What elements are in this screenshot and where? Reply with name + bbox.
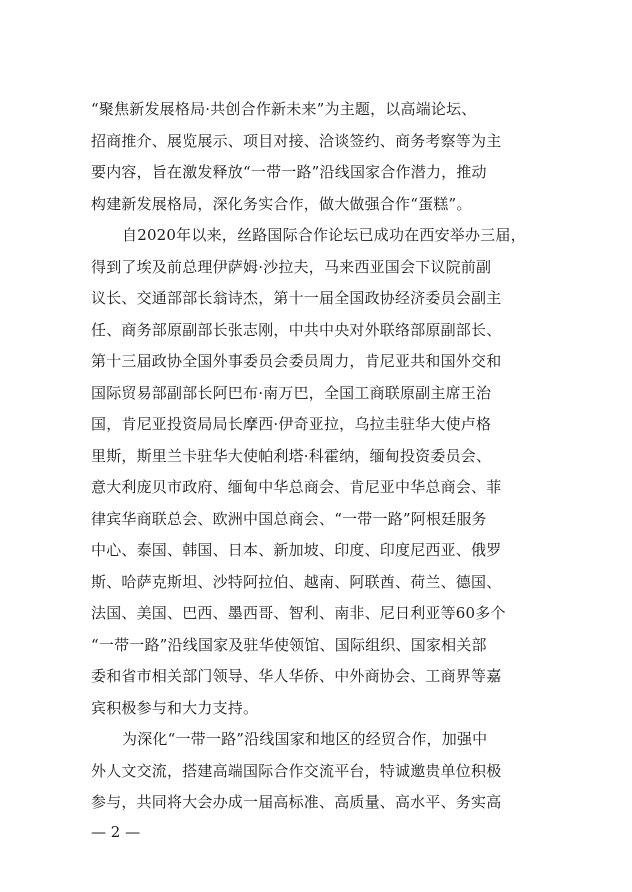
text-line: “一带一路”沿线国家及驻华使领馆、国际组织、国家相关部 — [91, 635, 487, 654]
text-line: 委和省市相关部门领导、华人华侨、中外商协会、工商界等嘉 — [91, 667, 502, 685]
paragraph-start-line: 自2020年以来，丝路国际合作论坛已成功在西安举办三届， — [122, 226, 526, 244]
text-line: 意大利庞贝市政府、缅甸中华总商会、肯尼亚中华总商会、菲 — [91, 478, 502, 496]
text-line: 外人文交流，搭建高端国际合作交流平台，特诚邀贵单位积极 — [91, 761, 502, 780]
text-line: 得到了埃及前总理伊萨姆·沙拉夫，马来西亚国会下议院前副 — [91, 257, 492, 276]
paragraph-start-line: 为深化“一带一路”沿线国家和地区的经贸合作，加强中 — [122, 730, 488, 748]
text-line: 招商推介、展览展示、项目对接、洽谈签约、商务考察等为主 — [91, 131, 502, 150]
text-line: 构建新发展格局，深化务实合作，做大做强合作“蛋糕”。 — [91, 194, 472, 213]
text-line: 国际贸易部副部长阿巴布·南万巴，全国工商联原副主席王治 — [91, 383, 492, 402]
text-line: 法国、美国、巴西、墨西哥、智利、南非、尼日利亚等60多个 — [91, 604, 506, 622]
text-line: 里斯，斯里兰卡驻华大使帕利塔·科霍纳，缅甸投资委员会、 — [91, 446, 492, 465]
text-line: 宾积极参与和大力支持。 — [91, 698, 259, 717]
text-line: 中心、泰国、韩国、日本、新加坡、印度、印度尼西亚、俄罗 — [91, 541, 502, 559]
body-text — [91, 94, 543, 819]
text-line: 参与，共同将大会办成一届高标准、高质量、高水平、务实高 — [91, 793, 502, 811]
text-line: 要内容，旨在激发释放“一带一路”沿线国家合作潜力，推动 — [91, 163, 487, 181]
text-line: “聚焦新发展格局·共创合作新未来”为主题，以高端论坛、 — [91, 100, 477, 118]
text-line: 议长、交通部部长翁诗杰，第十一届全国政协经济委员会副主 — [91, 289, 502, 307]
text-line: 任、商务部原副部长张志刚，中共中央对外联络部原副部长、 — [91, 320, 502, 339]
text-line: 斯、哈萨克斯坦、沙特阿拉伯、越南、阿联酋、荷兰、德国、 — [91, 572, 502, 591]
text-line: 第十三届政协全国外事委员会委员周力，肯尼亚共和国外交和 — [91, 352, 502, 370]
page-number: — 2 — — [91, 823, 141, 841]
text-line: 律宾华商联总会、欧洲中国总商会、“一带一路”阿根廷服务 — [91, 509, 487, 528]
text-line: 国，肯尼亚投资局局长摩西·伊奇亚拉，乌拉圭驻华大使卢格 — [91, 415, 492, 433]
